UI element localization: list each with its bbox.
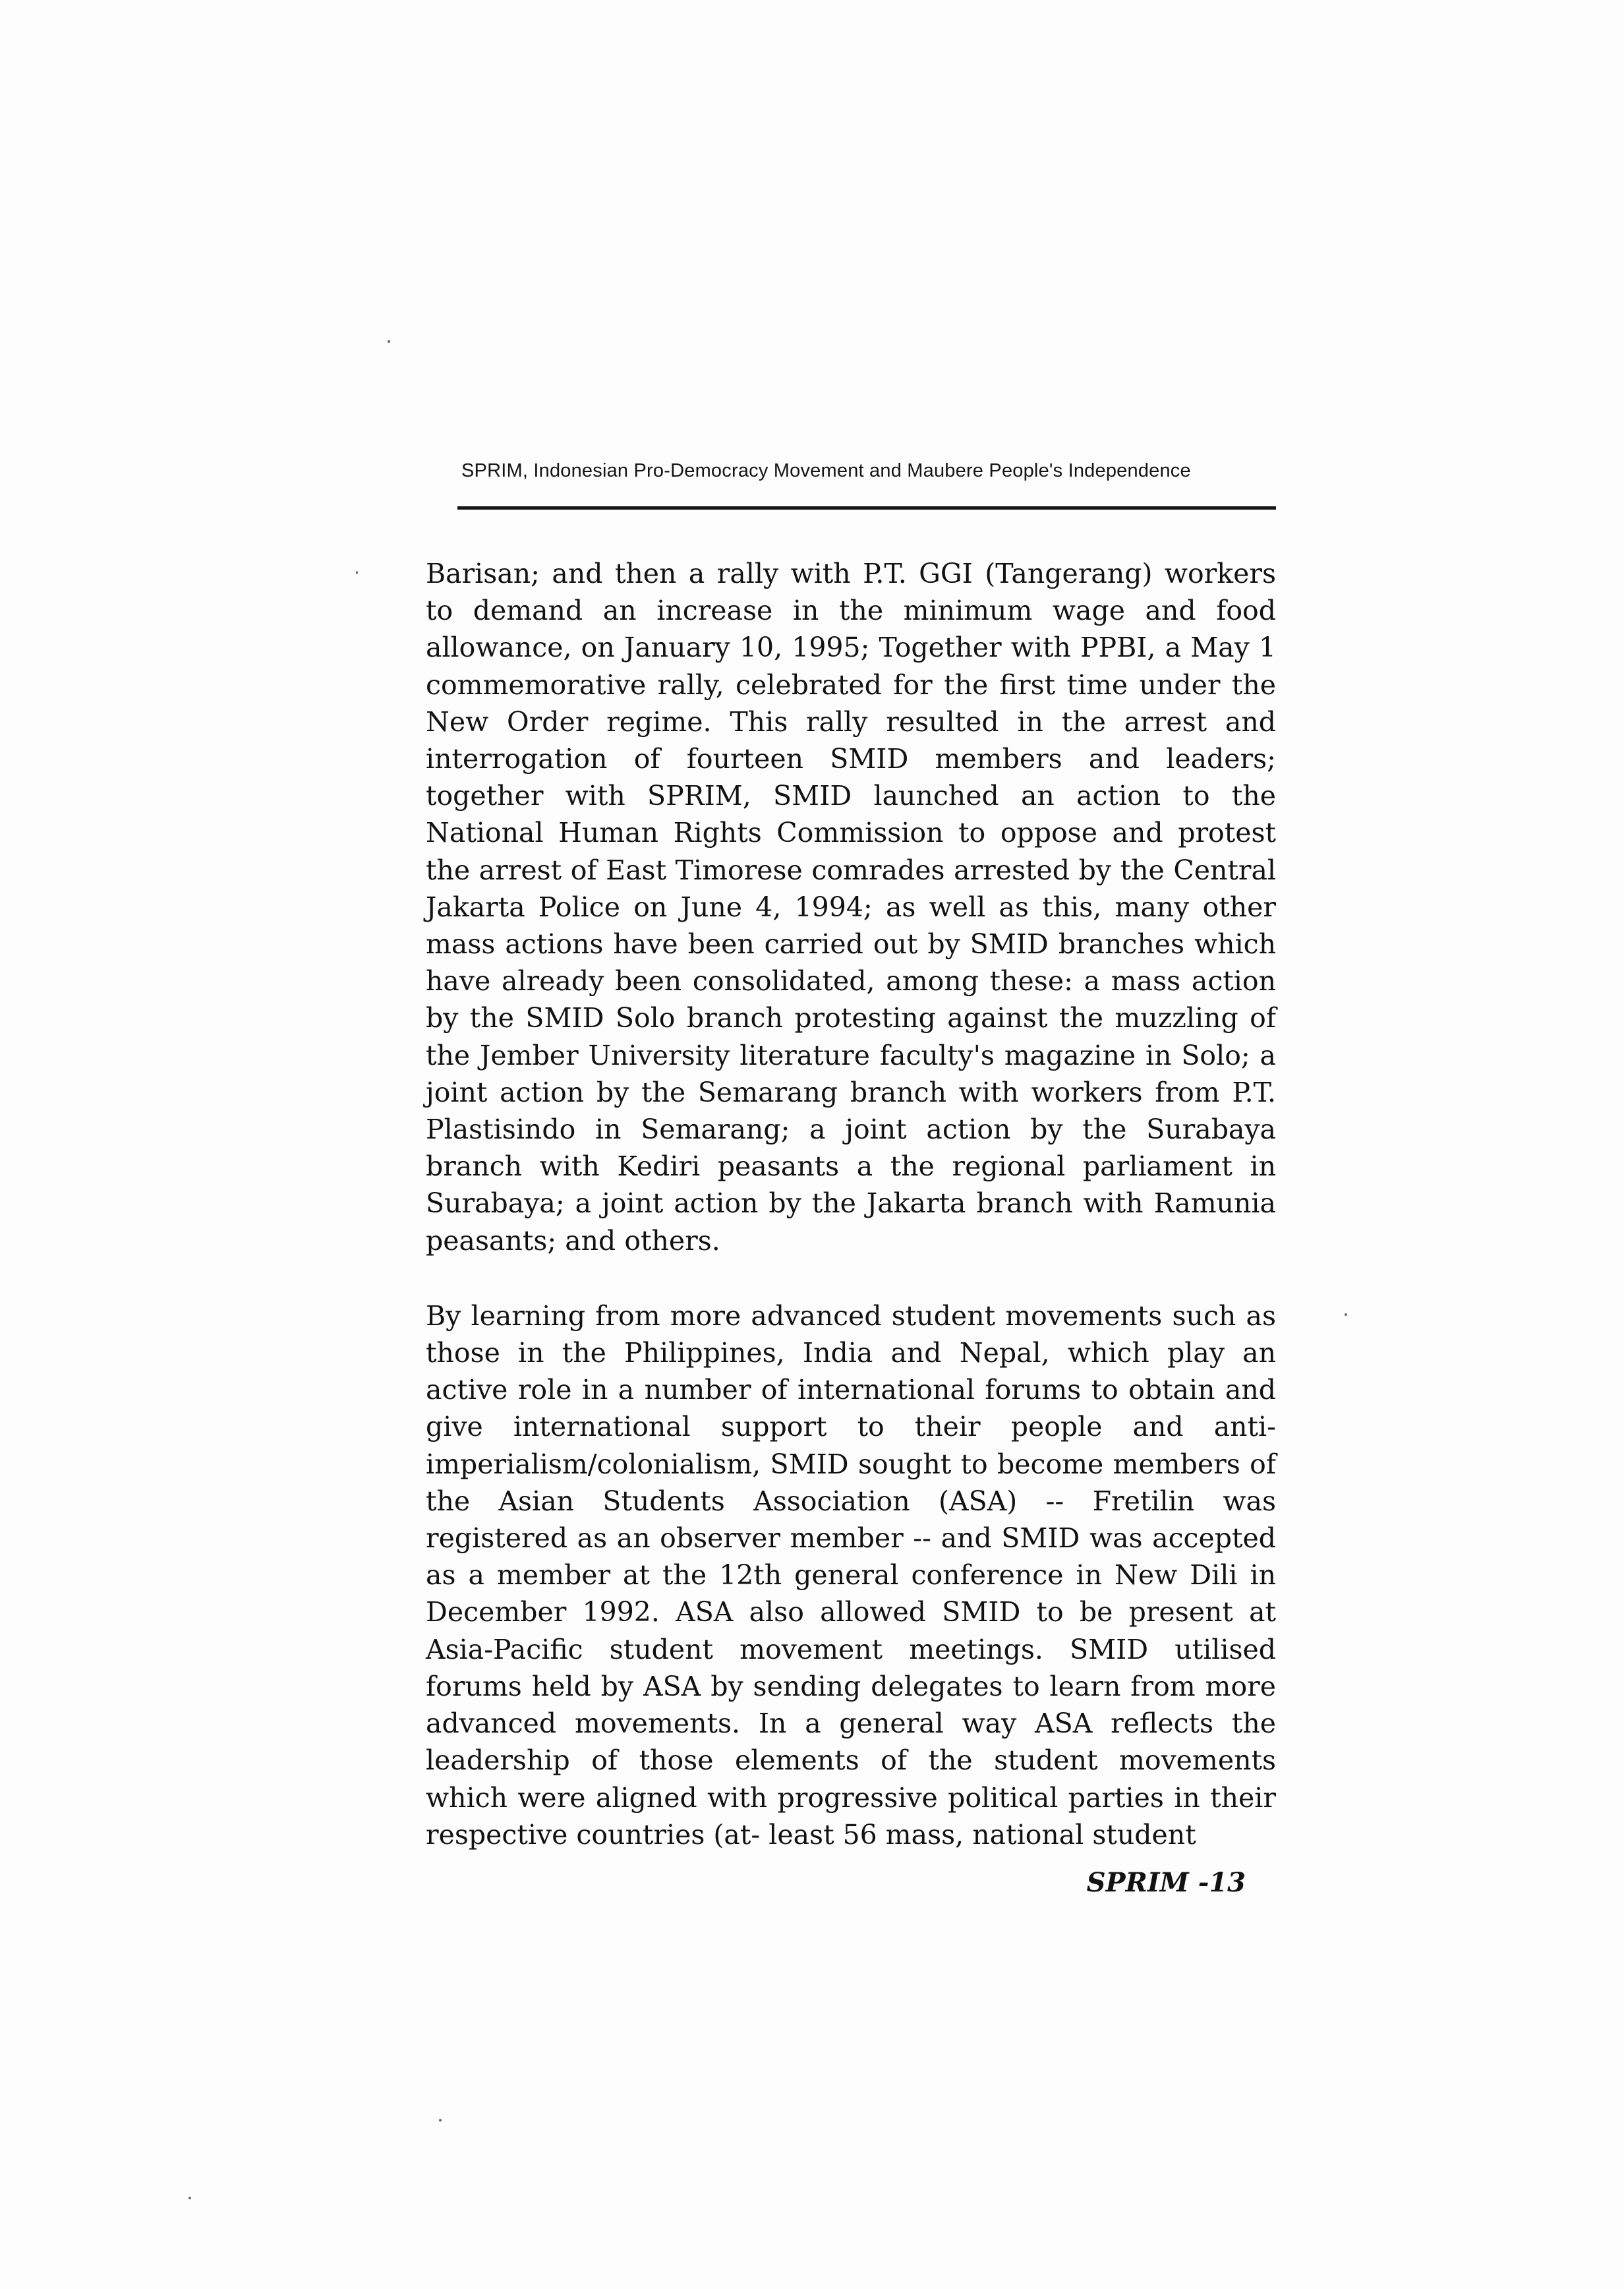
scan-speck — [1345, 1313, 1347, 1316]
scan-speck — [356, 571, 358, 574]
paragraph-1: Barisan; and then a rally with P.T. GGI (Tangerang) workers to demand an increase in the minimum wage and food allowance, on January 10, 1995; Together with PPBI, a May 1 commemorative rally, celebrated for the first time under the New Order regime. This rally resulted in the arrest and interrogation of fourteen SMID members and leaders; together with SPRIM, SMID launched an action to the National Human Rights Commission to oppose and protest the arrest of East Timorese comrades arrested by the Central Jakarta Police on June 4, 1994; as well as this, many other mass actions have been carried out by SMID branches which have already been consolidated, among these: a mass action by the SMID Solo branch protesting against the muzzling of the Jember University literature faculty's magazine in Solo; a joint action by the Semarang branch with workers from P.T. Plastisindo in Semarang; a joint action by the Surabaya branch with Kediri peasants a the regional parliament in Surabaya; a joint action by the Jakarta branch with Ramunia peasants; and others. — [426, 558, 1276, 1257]
body-text — [426, 555, 1276, 1853]
scan-speck — [388, 340, 390, 343]
paragraph-2: By learning from more advanced student movements such as those in the Philippines, India and Nepal, which play an active role in a number of international forums to obtain and give international support to their people and anti-imperialism/colonialism, SMID sought to become members of the Asian Students Association (ASA) -- Fretilin was registered as an observer member -- and SMID was accepted as a member at the 12th general conference in New Dili in December 1992. ASA also allowed SMID to be present at Asia-Pacific student movement meetings. SMID utilised forums held by ASA by sending delegates to learn from more advanced movements. In a general way ASA reflects the leadership of those elements of the student movements which were aligned with progressive political parties in their respective countries (at- least 56 mass, national student — [426, 1299, 1276, 1851]
running-head: SPRIM, Indonesian Pro-Democracy Movement and Maubere People's Independence — [461, 460, 1191, 481]
header-rule — [457, 506, 1276, 510]
scan-speck — [188, 2197, 191, 2199]
page-number: SPRIM -13 — [1086, 1867, 1246, 1898]
scan-speck — [439, 2119, 442, 2122]
